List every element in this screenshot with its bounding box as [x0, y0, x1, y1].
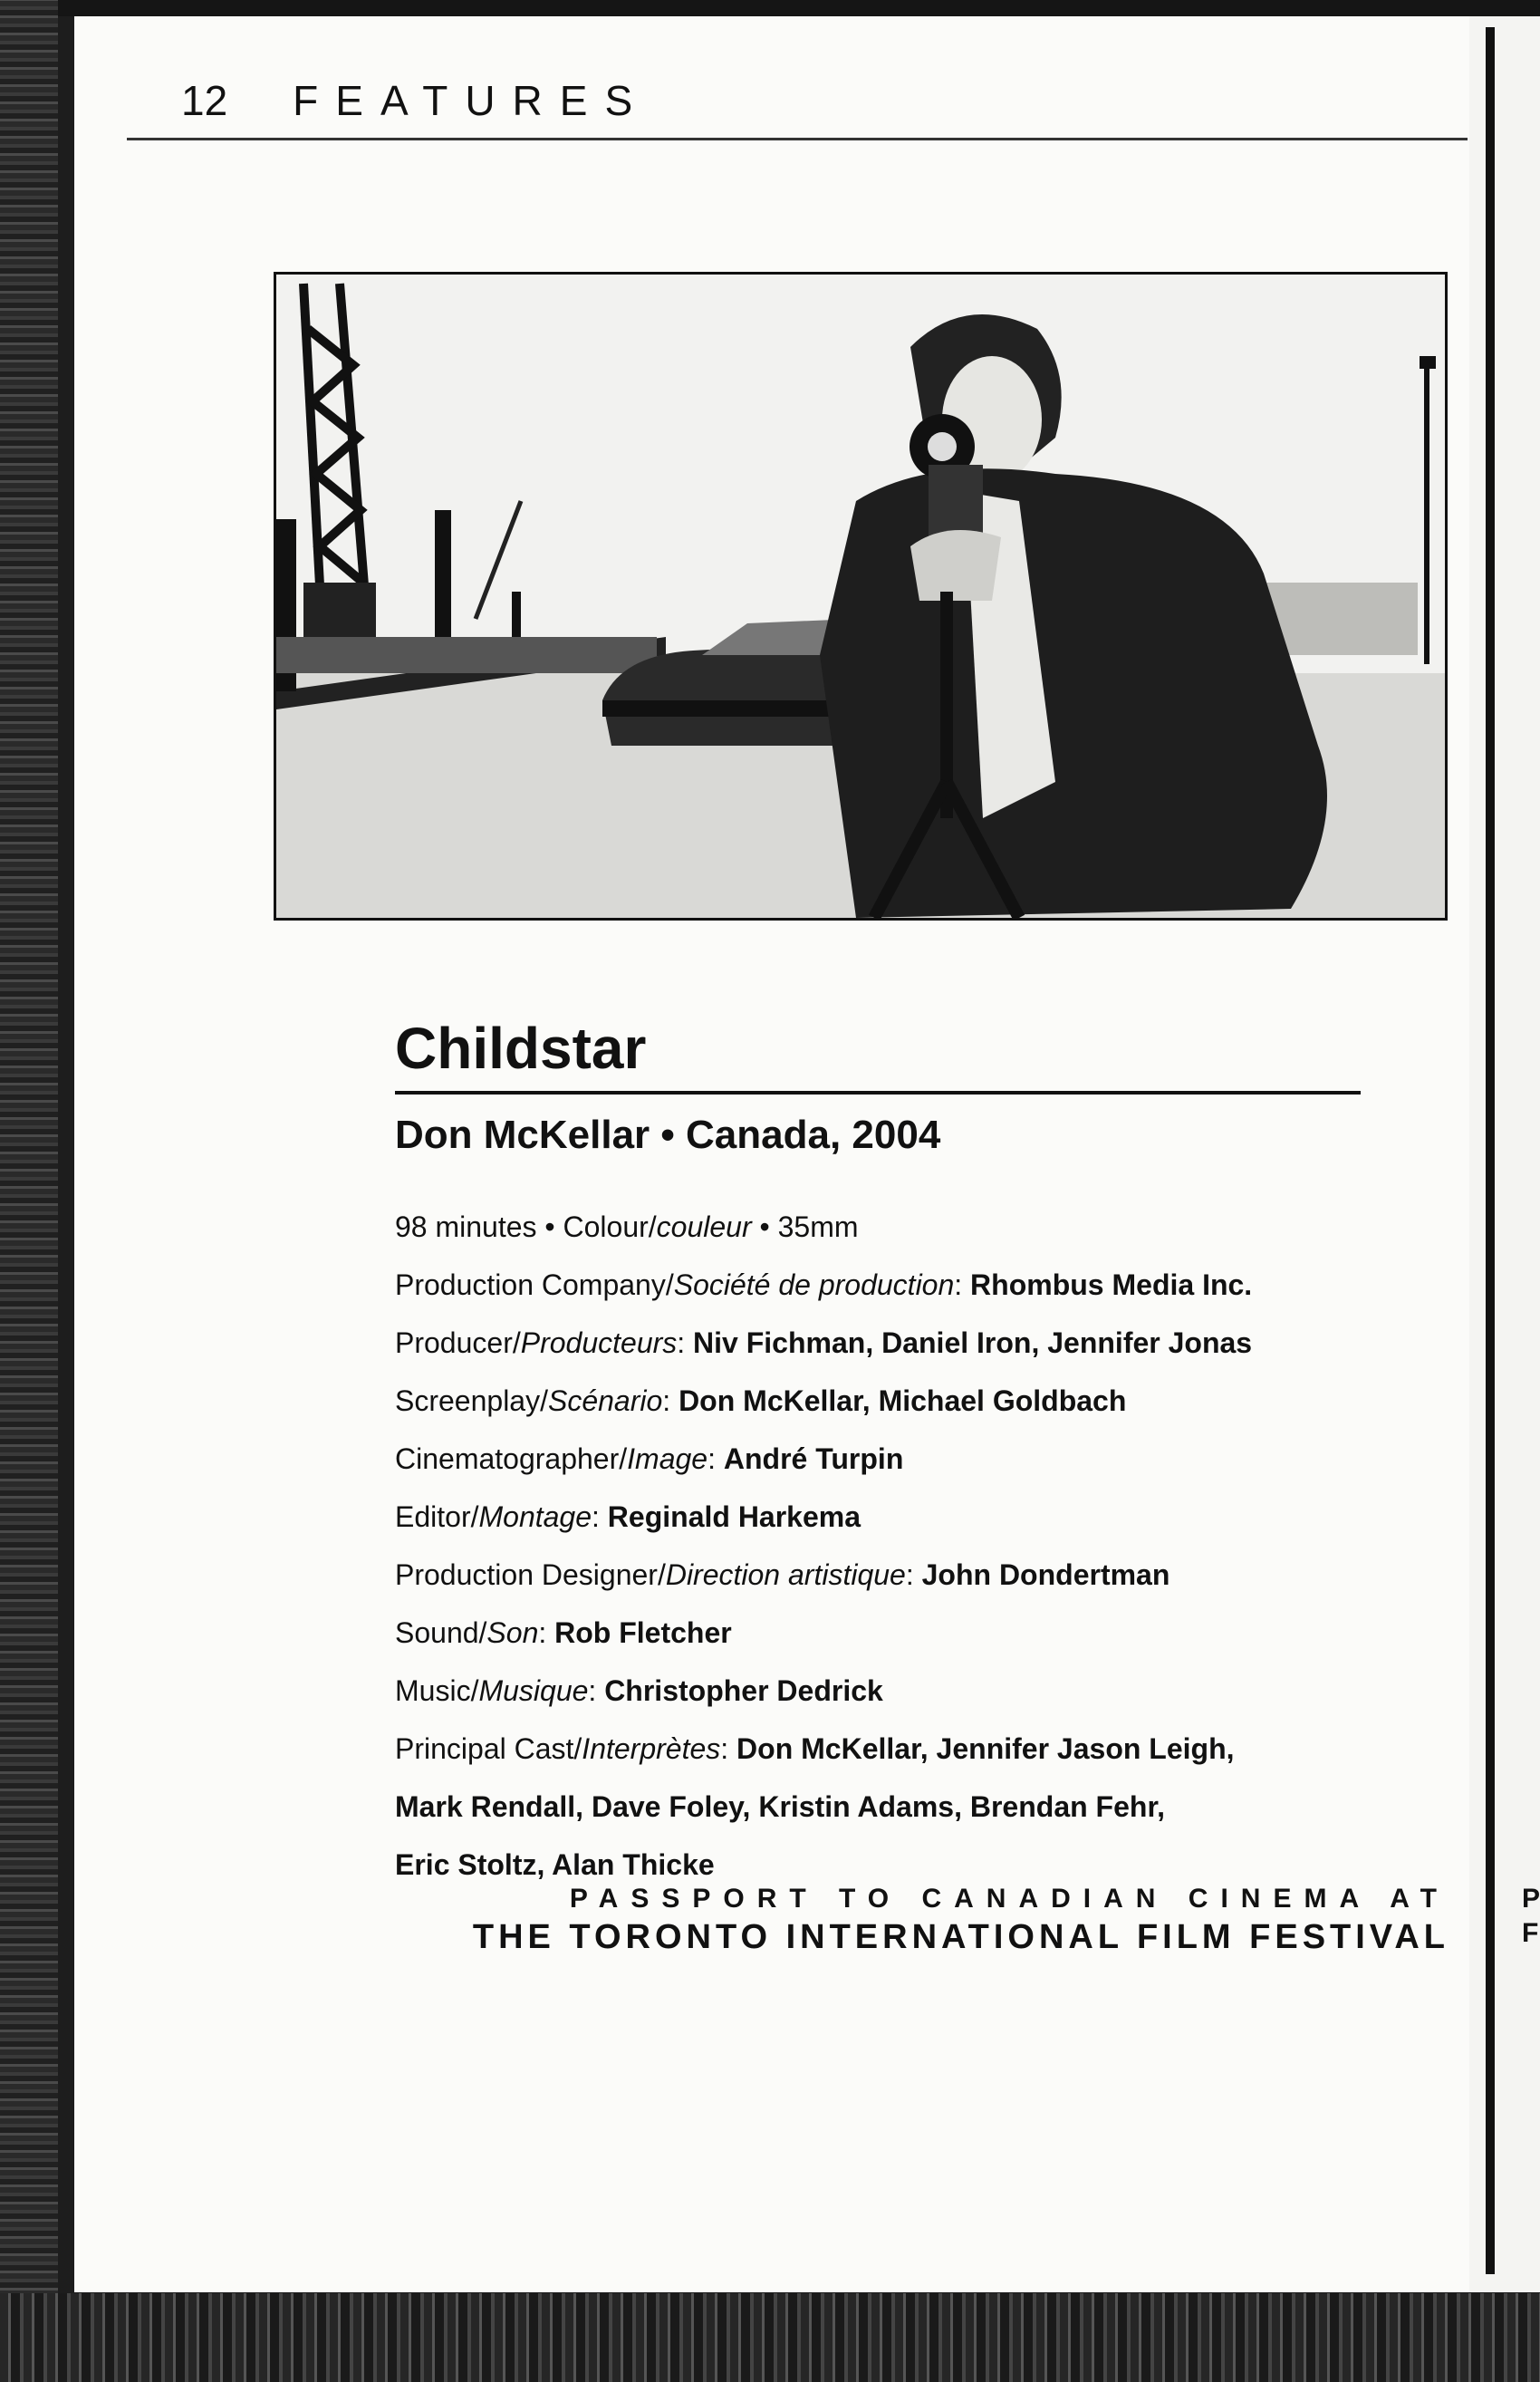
- section-header: [181, 76, 650, 125]
- header-rule: [127, 138, 1468, 140]
- director-country-year: Don McKellar • Canada, 2004: [395, 1113, 941, 1157]
- column-rule: [1486, 27, 1495, 2274]
- footer-tagline-line2: THE TORONTO INTERNATIONAL FILM FESTIVAL: [472, 1918, 1449, 1956]
- page-number: 12: [181, 77, 228, 124]
- footer-tagline-line1: PASSPORT TO CANADIAN CINEMA AT: [569, 1884, 1449, 1914]
- scan-edge-top: [0, 0, 1540, 16]
- credit-principal-cast: Principal Cast/Interprètes: Don McKellar, Jennifer Jason Leigh,: [395, 1732, 1235, 1765]
- credits-list: [395, 1198, 1410, 1894]
- section-title: FEATURES: [293, 77, 650, 124]
- credit-screenplay: Screenplay/Scénario: Don McKellar, Michael Goldbach: [395, 1384, 1127, 1417]
- margin-fragment-bottom: F: [1522, 1918, 1539, 1948]
- cast-continued-line: Mark Rendall, Dave Foley, Kristin Adams, Brendan Fehr,: [395, 1790, 1166, 1823]
- film-still-illustration: [276, 275, 1445, 918]
- scan-edge-left: [0, 0, 58, 2382]
- credit-music: Music/Musique: Christopher Dedrick: [395, 1674, 883, 1707]
- credit-cinematographer: Cinematographer/Image: André Turpin: [395, 1442, 904, 1475]
- credit-production-designer: Production Designer/Direction artistique: John Dondertman: [395, 1558, 1170, 1591]
- credit-production-company: Production Company/Société de production: Rhombus Media Inc.: [395, 1268, 1253, 1301]
- film-still-photo: [274, 272, 1448, 921]
- credit-sound: Sound/Son: Rob Fletcher: [395, 1616, 732, 1649]
- credit-editor: Editor/Montage: Reginald Harkema: [395, 1500, 861, 1533]
- margin-fragment-top: P: [1522, 1884, 1540, 1914]
- runtime-format-line: 98 minutes • Colour/couleur • 35mm: [395, 1210, 859, 1243]
- cast-continued-line: Eric Stoltz, Alan Thicke: [395, 1848, 715, 1881]
- scan-edge-bottom: [0, 2293, 1540, 2382]
- credit-producer: Producer/Producteurs: Niv Fichman, Daniel Iron, Jennifer Jonas: [395, 1326, 1253, 1359]
- title-rule: [395, 1091, 1361, 1095]
- film-title: Childstar: [395, 1016, 647, 1081]
- next-page-strip: [1469, 16, 1540, 2292]
